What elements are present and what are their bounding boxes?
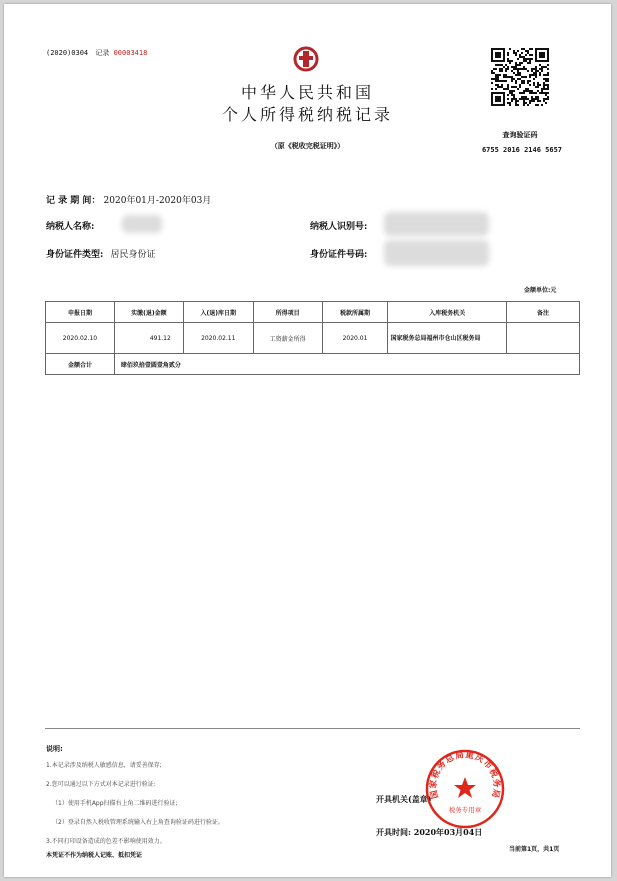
subtitle: （原《税收完税证明》）: [270, 141, 345, 150]
table-cell: 2020.01: [322, 323, 388, 354]
col-header: 所得项目: [253, 302, 322, 323]
issue-time-label: 开具时间:: [376, 827, 411, 837]
table-header-row: [46, 302, 580, 323]
total-label: 金额合计: [46, 354, 115, 375]
record-label: 记录: [95, 49, 110, 57]
table-cell: 国家税务总局福州市仓山区税务局: [388, 323, 507, 354]
note-line: （2）登录自然人税收管理系统输入右上角查询验证码进行验证。: [52, 819, 224, 826]
title-line1: 中华人民共和国: [240, 83, 374, 102]
svg-text:国家税务总局重庆市税务局: 国家税务总局重庆市税务局: [428, 750, 502, 800]
table-row: [46, 323, 580, 354]
period-row: [46, 193, 211, 206]
note-line: 1.本记录涉及纳税人敏感信息，请妥善保存;: [46, 762, 162, 769]
idtype-label: 身份证件类型:: [46, 250, 104, 260]
doc-number-line: [46, 48, 147, 58]
col-header: 入库税务机关: [388, 302, 507, 323]
record-number: 00003418: [113, 49, 148, 57]
title-line2: 个人所得税纳税记录: [221, 105, 393, 124]
qr-label: 查询验证码: [502, 130, 538, 139]
divider: [45, 728, 580, 729]
note-line: 2.您可以通过以下方式对本记录进行验证:: [46, 781, 156, 788]
col-header: 实缴(退)金额: [114, 302, 183, 323]
idno-redacted: [384, 240, 489, 266]
col-header: 税款所属期: [322, 302, 388, 323]
table-cell: 工资薪金所得: [253, 323, 322, 354]
note-line: 3.不同打印设备造成的色差不影响使用效力。: [46, 838, 166, 845]
note-line: （1）使用手机App扫描右上角二维码进行验证;: [52, 800, 178, 807]
col-header: 入(退)库日期: [183, 302, 253, 323]
issuer-office-label: 开具机关(盖章): [376, 794, 432, 804]
svg-text:税务专用章: 税务专用章: [448, 806, 482, 814]
qr-code-number: 6755 2016 2146 5657: [481, 146, 563, 154]
notes-list: [46, 756, 224, 851]
qr-code-icon: [491, 48, 549, 106]
page-indicator: 当前第1页，共1页: [509, 846, 560, 853]
period-label: 记 录 期 间：: [46, 196, 101, 206]
table-cell: 491.12: [114, 323, 183, 354]
name-redacted: [122, 215, 162, 233]
issue-time-value: 2020年03月04日: [413, 827, 483, 837]
amount-unit: 金额单位:元: [524, 287, 557, 294]
idtype-row: [46, 247, 155, 260]
table-cell: 2020.02.10: [46, 323, 115, 354]
tax-record-table: [45, 301, 580, 375]
period-value: 2020年01月-2020年03月: [103, 196, 212, 206]
taxid-redacted: [384, 212, 489, 236]
col-header: 申报日期: [46, 302, 115, 323]
taxid-label: 纳税人识别号:: [310, 222, 368, 232]
official-seal-icon: [424, 748, 506, 830]
notes-title: 说明:: [46, 745, 63, 753]
table-cell: [507, 323, 580, 354]
tax-emblem-icon: [293, 46, 319, 72]
col-header: 备注: [507, 302, 580, 323]
doc-number: (2020)0304: [46, 49, 89, 57]
idno-label: 身份证件号码:: [310, 250, 368, 260]
document-page: [4, 4, 611, 877]
notes-footer: 本凭证不作为纳税人记账、抵扣凭证: [46, 852, 143, 859]
table-cell: 2020.02.11: [183, 323, 253, 354]
total-value: 肆佰玖拾壹圆壹角贰分: [114, 354, 579, 375]
table-total-row: [46, 354, 580, 375]
idtype-value: 居民身份证: [110, 250, 156, 260]
name-label: 纳税人名称:: [46, 222, 95, 232]
